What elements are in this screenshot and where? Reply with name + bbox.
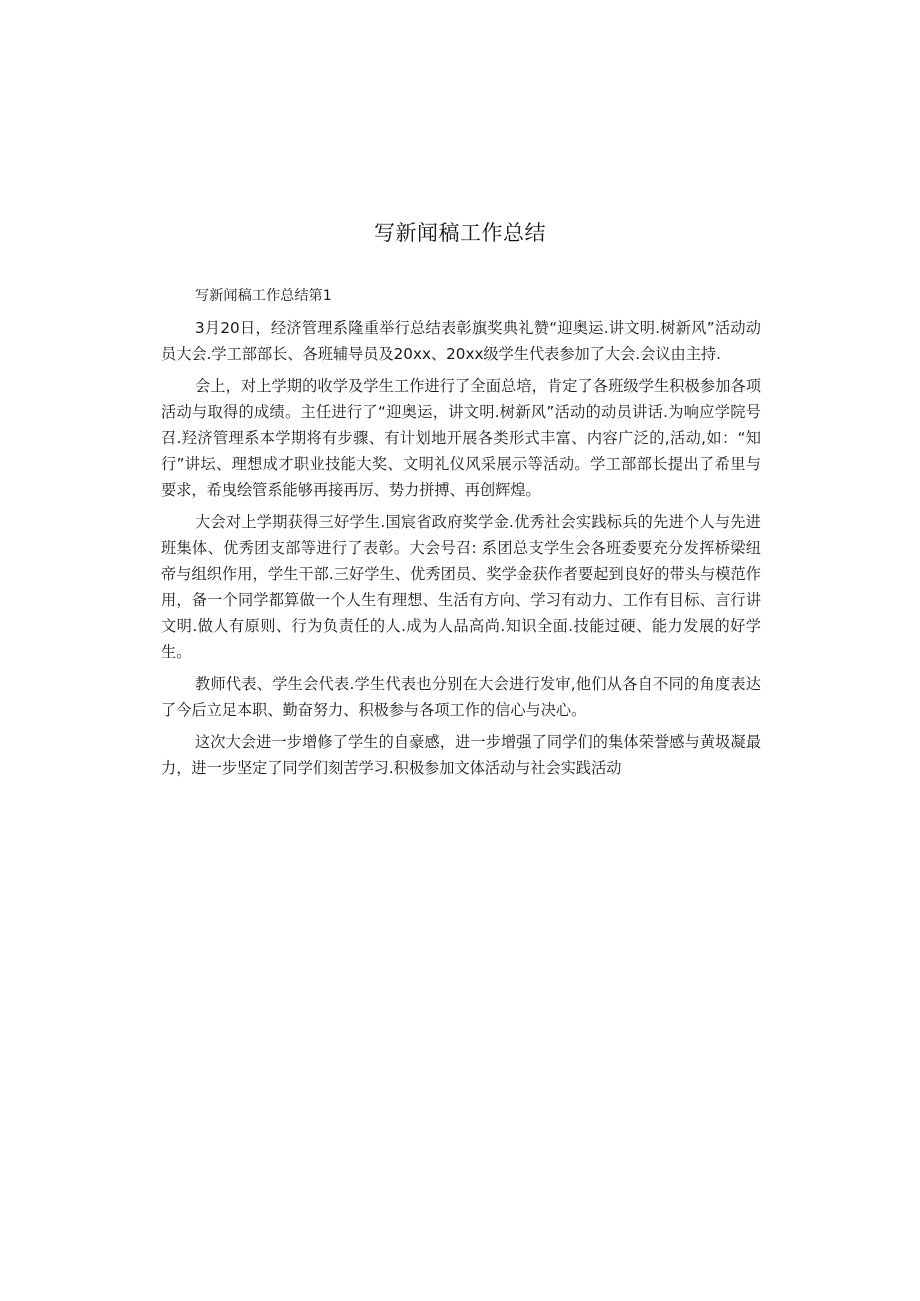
- paragraph-2: 会上，对上学期的收学及学生工作进行了全面总培，肯定了各班级学生积极参加各项活动与取得的成绩。主任进行了“迎奥运，讲文明.树新风”活动的动员讲话.为响应学院号召.羟济管理系本学期将有步骤、有计划地开展各类形式丰富、内容广泛的,活动,如：“知行”讲坛、理想成才职业技能大奖、文明礼仪风采展示等活动。学工部部长提出了希里与要求，希曳绘管系能够再接再厉、势力拼搏、再创辉煌。: [161, 377, 761, 499]
- paragraph-4: 教师代表、学生会代表.学生代表也分别在大会进行发审,他们从各自不同的角度表达了今后立足本职、勤奋努力、积极参与各项工作的信心与决心。: [161, 675, 761, 719]
- paragraph-1: 3月20日，经济管理系隆重举行总结表彰旗奖典礼赞“迎奥运.讲文明.树新风”活动动员大会.学工部部长、各班辅导员及20xx、20xx级学生代表参加了大会.会议由主持.: [161, 319, 761, 363]
- document-body: [161, 283, 761, 781]
- section-subtitle: 写新闻稿工作总结第1: [195, 288, 332, 304]
- document-title: 写新闻稿工作总结: [374, 221, 546, 245]
- paragraph-5: 这次大会进一步增修了学生的自豪感，进一步增强了同学们的集体荣誉感与黄圾凝最力，进一步坚定了同学们刻苦学习.积极参加文体活动与社会实践活动: [161, 733, 761, 777]
- paragraph-3: 大会对上学期获得三好学生.国宸省政府奖学金.优秀社会实践标兵的先进个人与先进班集体、优秀团支部等进行了表彰。大会号召: 系团总支学生会各班委要充分发挥桥梁纽帝与组织作用，学生干部.三好学生、优秀团员、奖学金获作者要起到良好的带头与模范作用，备一个同学都算做一个人生有理想、生活有方向、学习有动力、工作有目标、言行讲文明.做人有原则、行为负责任的人.成为人品高尚.知识全面.技能过硬、能力发展的好学生。: [161, 513, 761, 661]
